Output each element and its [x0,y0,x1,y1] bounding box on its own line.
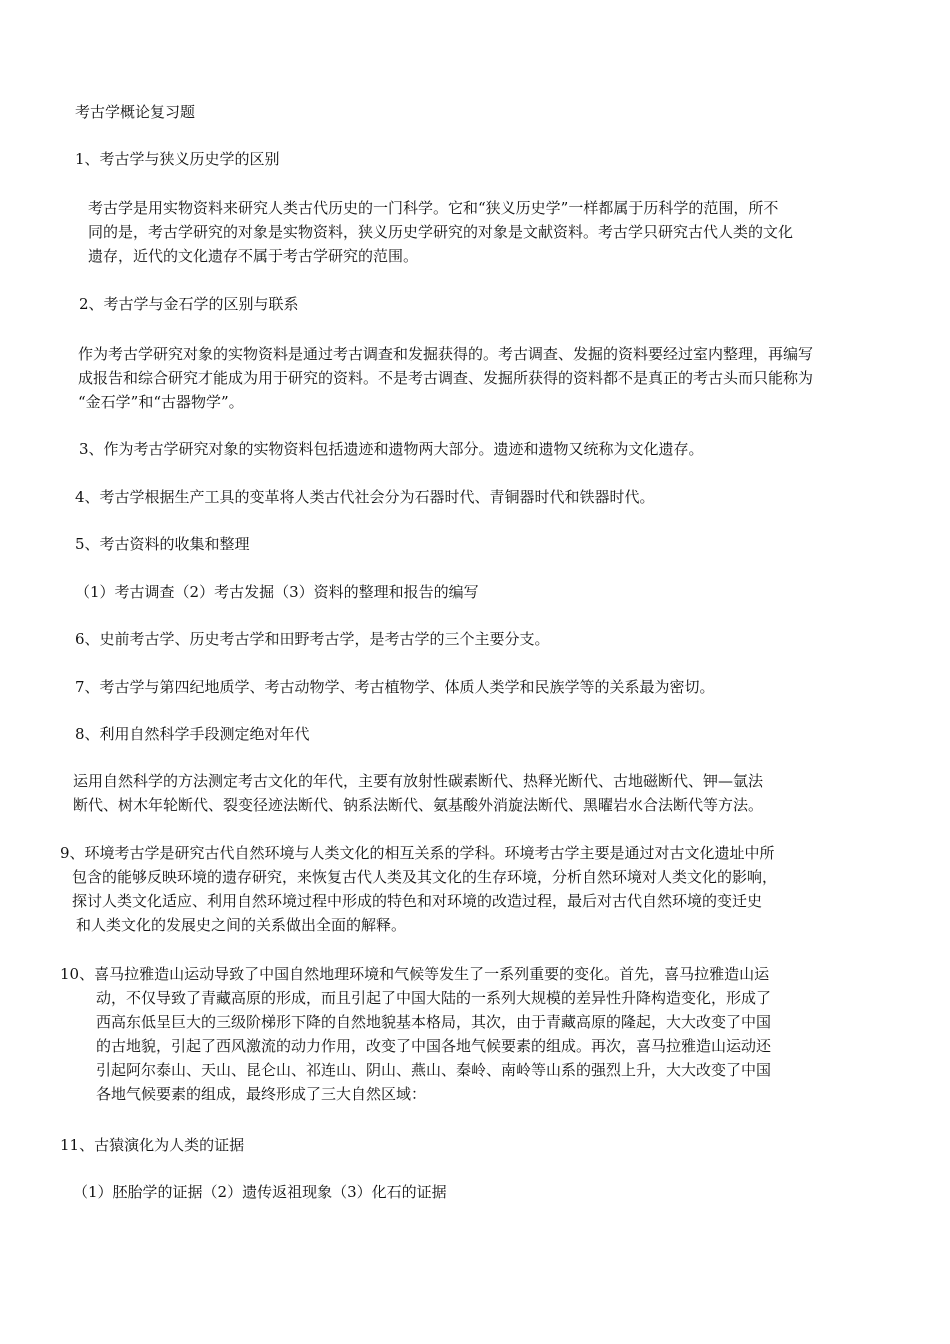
q10-line-5: 引起阿尔泰山、天山、昆仑山、祁连山、阴山、燕山、秦岭、南岭等山系的强烈上升，大大改变了中国 [96,1061,772,1079]
q8-body-line-2: 断代、树木年轮断代、裂变径迹法断代、钠系法断代、氨基酸外消旋法断代、黑曜岩水合法断代等方法。 [73,796,764,814]
q1-body-line-2: 同的是，考古学研究的对象是实物资料，狭义历史学研究的对象是文献资料。考古学只研究古代人类的文化 [88,223,794,241]
q9-line-2: 包含的能够反映环境的遗存研究，来恢复古代人类及其文化的生存环境，分析自然环境对人类文化的影响， [72,868,778,886]
q8-body-line-1: 运用自然科学的方法测定考古文化的年代，主要有放射性碳素断代、热释光断代、古地磁断代、钾—氩法 [73,772,764,790]
q10-line-2: 动，不仅导致了青藏高原的形成，而且引起了中国大陆的一系列大规模的差异性升降构造变化，形成了 [96,989,772,1007]
q2-heading: 2、考古学与金石学的区别与联系 [79,295,299,313]
q9-text [60,841,777,937]
q1-body [88,196,793,268]
q1-heading: 1、考古学与狭义历史学的区别 [75,150,280,168]
q3-text: 3、作为考古学研究对象的实物资料包括遗迹和遗物两大部分。遗迹和遗物又统称为文化遗存。 [79,440,704,458]
document-title: 考古学概论复习题 [75,103,196,121]
q9-line-3: 探讨人类文化适应、利用自然环境过程中形成的特色和对环境的改造过程，最后对古代自然环境的变迁史 [72,892,763,910]
q9-line-1: 9、环境考古学是研究古代自然环境与人类文化的相互关系的学科。环境考古学主要是通过对古文化遗址中所 [60,844,775,862]
q6-text: 6、史前考古学、历史考古学和田野考古学，是考古学的三个主要分支。 [75,630,550,648]
q11-body: （1）胚胎学的证据（2）遗传返祖现象（3）化石的证据 [73,1183,447,1201]
q7-text: 7、考古学与第四纪地质学、考古动物学、考古植物学、体质人类学和民族学等的关系最为密切。 [75,678,715,696]
q10-line-6: 各地气候要素的组成，最终形成了三大自然区域： [96,1085,427,1103]
q1-body-line-3: 遗存，近代的文化遗存不属于考古学研究的范围。 [88,247,419,265]
q4-text: 4、考古学根据生产工具的变革将人类古代社会分为石器时代、青铜器时代和铁器时代。 [75,488,655,506]
q11-heading: 11、古猿演化为人类的证据 [60,1136,245,1154]
q2-body-line-1: 作为考古学研究对象的实物资料是通过考古调查和发掘获得的。考古调查、发掘的资料要经过室内整理，再编写 [78,345,814,363]
q2-body-line-3: “金石学”和“古器物学”。 [78,393,244,411]
q5-heading: 5、考古资料的收集和整理 [75,535,250,553]
q2-body [78,342,813,414]
q10-line-1: 10、喜马拉雅造山运动导致了中国自然地理环境和气候等发生了一系列重要的变化。首先，喜马拉雅造山运 [60,965,770,983]
q2-body-line-2: 成报告和综合研究才能成为用于研究的资料。不是考古调查、发掘所获得的资料都不是真正的考古头而只能称为 [78,369,814,387]
q10-line-3: 西高东低呈巨大的三级阶梯形下降的自然地貌基本格局，其次，由于青藏高原的隆起，大大改变了中国 [96,1013,772,1031]
q9-line-4: 和人类文化的发展史之间的关系做出全面的解释。 [76,916,407,934]
q10-text [60,962,771,1106]
q8-body [73,769,763,817]
q5-body: （1）考古调查（2）考古发掘（3）资料的整理和报告的编写 [75,583,479,601]
q1-body-line-1: 考古学是用实物资料来研究人类古代历史的一门科学。它和“狭义历史学”一样都属于历科学的范围，所不 [88,199,779,217]
q10-line-4: 的古地貌，引起了西风激流的动力作用，改变了中国各地气候要素的组成。再次，喜马拉雅造山运动还 [96,1037,772,1055]
q8-heading: 8、利用自然科学手段测定绝对年代 [75,725,310,743]
